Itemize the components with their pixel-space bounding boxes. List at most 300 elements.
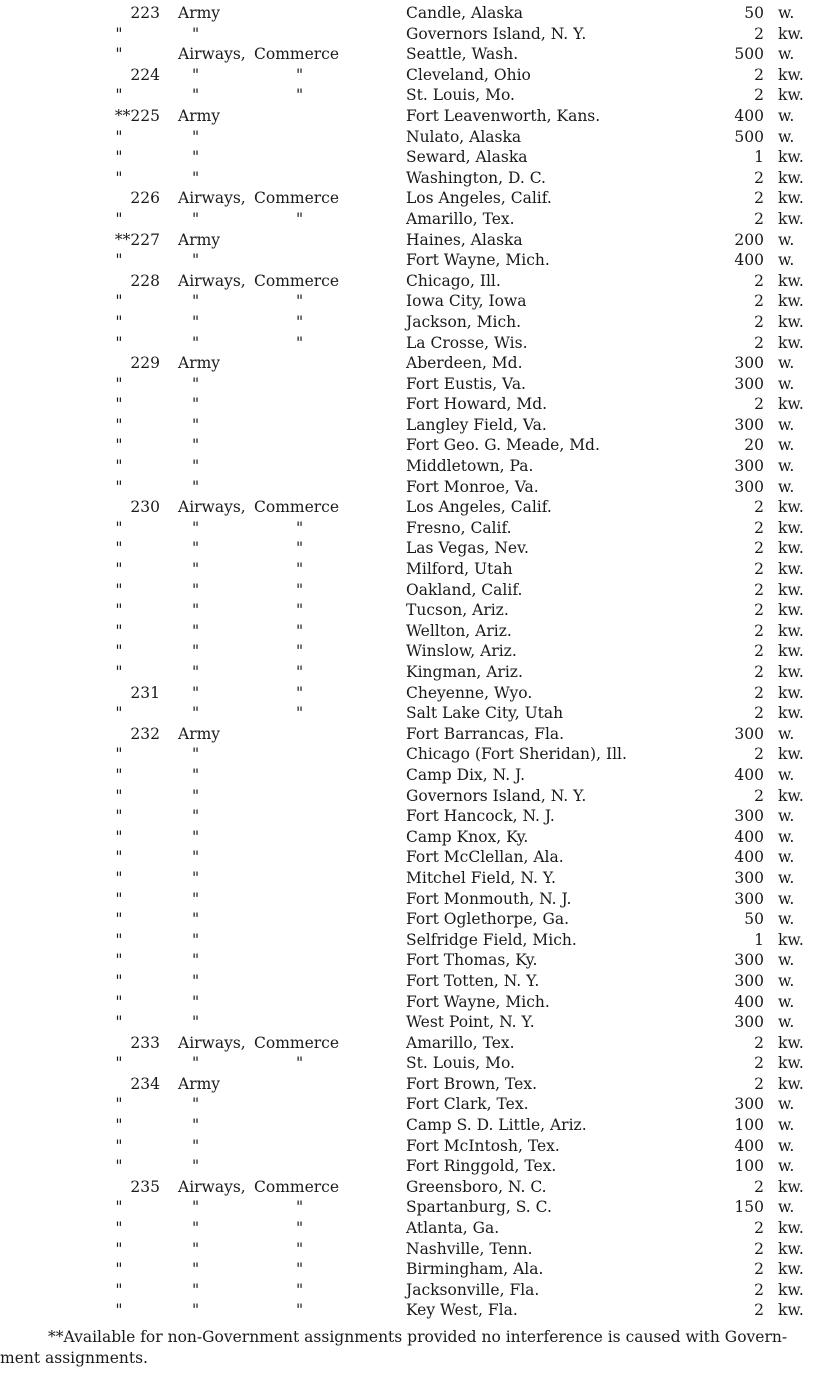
frequency-cell: "	[115, 1260, 123, 1279]
table-row	[0, 950, 837, 971]
power-cell: 2	[754, 621, 764, 640]
service-subcell: "	[296, 560, 304, 579]
table-row	[0, 106, 837, 127]
service-cell: "	[192, 148, 200, 167]
power-cell: 300	[734, 415, 764, 434]
service-cell: "	[192, 209, 200, 228]
location-cell: Candle, Alaska	[406, 4, 523, 22]
service-subcell: "	[296, 1280, 304, 1299]
power-unit-cell: kw.	[778, 621, 804, 640]
location-cell: Fort Howard, Md.	[406, 395, 548, 414]
table-row	[0, 374, 837, 395]
service-cell: Airways,	[178, 271, 246, 290]
power-unit-cell: kw.	[778, 1177, 804, 1196]
frequency-cell: 234	[130, 1074, 160, 1093]
location-cell: Atlanta, Ga.	[406, 1219, 500, 1238]
frequency-cell: "	[115, 560, 123, 579]
service-cell: "	[192, 621, 200, 640]
power-cell: 300	[734, 1013, 764, 1032]
service-cell: "	[192, 765, 200, 784]
power-cell: 400	[734, 1136, 764, 1155]
service-cell: "	[192, 642, 200, 661]
power-cell: 2	[754, 1301, 764, 1320]
location-cell: Fort Hancock, N. J.	[406, 807, 555, 826]
power-unit-cell: w.	[778, 415, 795, 434]
service-cell: "	[192, 415, 200, 434]
power-unit-cell: w.	[778, 4, 795, 22]
power-unit-cell: w.	[778, 1136, 795, 1155]
table-row	[0, 230, 837, 251]
table-row	[0, 291, 837, 312]
table-row	[0, 518, 837, 539]
table-row	[0, 703, 837, 724]
frequency-table	[0, 3, 837, 1321]
service-cell: "	[192, 539, 200, 558]
service-cell: "	[192, 745, 200, 764]
location-cell: Iowa City, Iowa	[406, 292, 527, 311]
frequency-cell: "	[115, 1136, 123, 1155]
frequency-cell: "	[115, 1013, 123, 1032]
service-cell: "	[192, 374, 200, 393]
table-row	[0, 1280, 837, 1301]
service-cell: "	[192, 1301, 200, 1320]
frequency-cell: **225	[114, 106, 160, 125]
power-unit-cell: kw.	[778, 148, 804, 167]
power-unit-cell: kw.	[778, 1054, 804, 1073]
service-cell: "	[192, 560, 200, 579]
power-unit-cell: kw.	[778, 786, 804, 805]
power-cell: 300	[734, 457, 764, 476]
power-cell: 300	[734, 1095, 764, 1114]
location-cell: Los Angeles, Calif.	[406, 498, 552, 517]
power-cell: 300	[734, 971, 764, 990]
table-row	[0, 1094, 837, 1115]
frequency-cell: "	[115, 415, 123, 434]
frequency-cell: 235	[130, 1177, 160, 1196]
frequency-cell: "	[115, 704, 123, 723]
power-cell: 300	[734, 807, 764, 826]
frequency-cell: "	[115, 1280, 123, 1299]
frequency-cell: "	[115, 539, 123, 558]
footnote-line-2: ment assignments.	[0, 1349, 148, 1367]
power-cell: 400	[734, 992, 764, 1011]
location-cell: Chicago, Ill.	[406, 271, 501, 290]
frequency-cell: 233	[130, 1033, 160, 1052]
service-subcell: "	[296, 621, 304, 640]
frequency-cell: **227	[114, 230, 160, 249]
frequency-cell: 230	[130, 498, 160, 517]
service-cell: Airways,	[178, 1177, 246, 1196]
table-row	[0, 765, 837, 786]
frequency-cell: 231	[130, 683, 160, 702]
power-unit-cell: w.	[778, 1157, 795, 1176]
power-unit-cell: kw.	[778, 395, 804, 414]
location-cell: Jacksonville, Fla.	[406, 1280, 540, 1299]
service-cell: "	[192, 1157, 200, 1176]
location-cell: Fort Clark, Tex.	[406, 1095, 529, 1114]
power-unit-cell: kw.	[778, 498, 804, 517]
power-unit-cell: kw.	[778, 86, 804, 105]
service-cell: "	[192, 251, 200, 270]
frequency-cell: "	[115, 601, 123, 620]
location-cell: Fort Thomas, Ky.	[406, 951, 538, 970]
location-cell: Amarillo, Tex.	[406, 1033, 515, 1052]
location-cell: Amarillo, Tex.	[406, 209, 515, 228]
power-cell: 2	[754, 1280, 764, 1299]
power-unit-cell: kw.	[778, 704, 804, 723]
location-cell: Key West, Fla.	[406, 1301, 518, 1320]
service-cell: "	[192, 951, 200, 970]
table-row	[0, 580, 837, 601]
service-cell: "	[192, 580, 200, 599]
table-row	[0, 312, 837, 333]
power-unit-cell: kw.	[778, 271, 804, 290]
frequency-cell: "	[115, 148, 123, 167]
location-cell: Nulato, Alaska	[406, 127, 522, 146]
power-cell: 2	[754, 271, 764, 290]
service-cell: "	[192, 868, 200, 887]
table-row	[0, 1156, 837, 1177]
service-cell: Airways,	[178, 1033, 246, 1052]
power-unit-cell: w.	[778, 868, 795, 887]
service-subcell: Commerce	[254, 45, 340, 64]
location-cell: Camp Dix, N. J.	[406, 765, 525, 784]
service-subcell: "	[296, 292, 304, 311]
table-row	[0, 1239, 837, 1260]
table-row	[0, 683, 837, 704]
power-unit-cell: w.	[778, 1198, 795, 1217]
location-cell: Fort Oglethorpe, Ga.	[406, 910, 570, 929]
power-cell: 300	[734, 354, 764, 373]
location-cell: Fort Wayne, Mich.	[406, 992, 550, 1011]
power-unit-cell: kw.	[778, 930, 804, 949]
service-cell: "	[192, 65, 200, 84]
table-row	[0, 909, 837, 930]
power-unit-cell: kw.	[778, 1239, 804, 1258]
table-row	[0, 3, 837, 24]
location-cell: Mitchel Field, N. Y.	[406, 868, 556, 887]
service-cell: "	[192, 127, 200, 146]
power-cell: 400	[734, 251, 764, 270]
service-subcell: "	[296, 683, 304, 702]
power-cell: 2	[754, 1033, 764, 1052]
power-unit-cell: w.	[778, 106, 795, 125]
service-cell: "	[192, 1095, 200, 1114]
table-row	[0, 621, 837, 642]
table-row	[0, 1074, 837, 1095]
power-cell: 2	[754, 518, 764, 537]
power-unit-cell: w.	[778, 45, 795, 64]
location-cell: Selfridge Field, Mich.	[406, 930, 577, 949]
power-cell: 2	[754, 209, 764, 228]
power-cell: 300	[734, 951, 764, 970]
power-cell: 200	[734, 230, 764, 249]
frequency-cell: "	[115, 807, 123, 826]
table-row	[0, 868, 837, 889]
frequency-cell: "	[115, 848, 123, 867]
location-cell: Kingman, Ariz.	[406, 663, 523, 681]
table-row	[0, 24, 837, 45]
frequency-cell: "	[115, 827, 123, 846]
location-cell: Wellton, Ariz.	[406, 621, 512, 640]
frequency-cell: "	[115, 951, 123, 970]
location-cell: Fort Eustis, Va.	[406, 374, 526, 393]
table-row	[0, 168, 837, 189]
location-cell: Governors Island, N. Y.	[406, 24, 587, 43]
power-unit-cell: w.	[778, 724, 795, 743]
power-cell: 300	[734, 724, 764, 743]
service-subcell: "	[296, 663, 304, 681]
frequency-cell: "	[115, 477, 123, 496]
power-unit-cell: kw.	[778, 189, 804, 208]
power-unit-cell: w.	[778, 1013, 795, 1032]
power-unit-cell: kw.	[778, 745, 804, 764]
location-cell: Jackson, Mich.	[406, 312, 522, 331]
table-row	[0, 744, 837, 765]
frequency-cell: "	[115, 1116, 123, 1135]
location-cell: Fort Leavenworth, Kans.	[406, 106, 601, 125]
service-cell: "	[192, 1239, 200, 1258]
table-row	[0, 1259, 837, 1280]
table-row	[0, 538, 837, 559]
location-cell: Los Angeles, Calif.	[406, 189, 552, 208]
power-unit-cell: w.	[778, 230, 795, 249]
service-cell: Army	[178, 4, 221, 22]
power-unit-cell: w.	[778, 827, 795, 846]
frequency-cell: 223	[130, 4, 160, 22]
power-cell: 2	[754, 539, 764, 558]
location-cell: Winslow, Ariz.	[406, 642, 517, 661]
power-cell: 2	[754, 1219, 764, 1238]
table-row	[0, 85, 837, 106]
power-cell: 400	[734, 827, 764, 846]
frequency-cell: "	[115, 1095, 123, 1114]
frequency-cell: "	[115, 436, 123, 455]
power-unit-cell: kw.	[778, 1074, 804, 1093]
frequency-cell: "	[115, 209, 123, 228]
table-row	[0, 806, 837, 827]
power-cell: 2	[754, 704, 764, 723]
power-unit-cell: w.	[778, 910, 795, 929]
table-row	[0, 600, 837, 621]
power-unit-cell: w.	[778, 889, 795, 908]
frequency-cell: "	[115, 457, 123, 476]
power-cell: 50	[744, 910, 764, 929]
power-unit-cell: kw.	[778, 1219, 804, 1238]
frequency-cell: "	[115, 580, 123, 599]
service-cell: "	[192, 683, 200, 702]
power-unit-cell: w.	[778, 1095, 795, 1114]
power-unit-cell: kw.	[778, 1301, 804, 1320]
frequency-cell: "	[115, 1219, 123, 1238]
service-subcell: "	[296, 86, 304, 105]
power-cell: 1	[754, 148, 764, 167]
table-row	[0, 847, 837, 868]
location-cell: Washington, D. C.	[406, 168, 546, 187]
table-row	[0, 559, 837, 580]
power-cell: 300	[734, 374, 764, 393]
power-cell: 2	[754, 683, 764, 702]
table-row	[0, 1115, 837, 1136]
power-cell: 2	[754, 1054, 764, 1073]
power-unit-cell: w.	[778, 951, 795, 970]
location-cell: Middletown, Pa.	[406, 457, 534, 476]
service-cell: "	[192, 1198, 200, 1217]
table-row	[0, 456, 837, 477]
service-subcell: "	[296, 1239, 304, 1258]
power-unit-cell: w.	[778, 127, 795, 146]
service-cell: "	[192, 827, 200, 846]
location-cell: Fort Monmouth, N. J.	[406, 889, 572, 908]
frequency-cell: "	[115, 1157, 123, 1176]
power-cell: 2	[754, 663, 764, 681]
table-row	[0, 889, 837, 910]
power-unit-cell: kw.	[778, 518, 804, 537]
frequency-cell: 229	[130, 354, 160, 373]
frequency-cell: "	[115, 889, 123, 908]
table-row	[0, 786, 837, 807]
footnote	[0, 1327, 820, 1369]
power-cell: 150	[734, 1198, 764, 1217]
service-subcell: "	[296, 642, 304, 661]
power-unit-cell: w.	[778, 992, 795, 1011]
service-subcell: "	[296, 312, 304, 331]
service-cell: "	[192, 395, 200, 414]
table-row	[0, 662, 837, 683]
location-cell: Fort Wayne, Mich.	[406, 251, 550, 270]
service-cell: "	[192, 1136, 200, 1155]
service-cell: "	[192, 1013, 200, 1032]
power-cell: 2	[754, 601, 764, 620]
service-subcell: "	[296, 518, 304, 537]
power-unit-cell: w.	[778, 354, 795, 373]
frequency-cell: "	[115, 868, 123, 887]
table-row	[0, 971, 837, 992]
power-unit-cell: w.	[778, 374, 795, 393]
table-row	[0, 353, 837, 374]
power-cell: 2	[754, 580, 764, 599]
location-cell: Birmingham, Ala.	[406, 1260, 544, 1279]
power-unit-cell: w.	[778, 765, 795, 784]
power-cell: 500	[734, 127, 764, 146]
location-cell: Fort Brown, Tex.	[406, 1074, 538, 1093]
power-cell: 50	[744, 4, 764, 22]
frequency-cell: "	[115, 127, 123, 146]
power-unit-cell: kw.	[778, 539, 804, 558]
frequency-cell: "	[115, 168, 123, 187]
frequency-cell: "	[115, 518, 123, 537]
power-unit-cell: kw.	[778, 1280, 804, 1299]
frequency-cell: "	[115, 292, 123, 311]
service-subcell: "	[296, 1054, 304, 1073]
service-subcell: Commerce	[254, 271, 340, 290]
service-subcell: "	[296, 580, 304, 599]
frequency-cell: "	[115, 745, 123, 764]
power-cell: 2	[754, 65, 764, 84]
service-subcell: "	[296, 601, 304, 620]
power-cell: 300	[734, 477, 764, 496]
service-subcell: Commerce	[254, 498, 340, 517]
service-cell: "	[192, 704, 200, 723]
service-cell: "	[192, 663, 200, 681]
table-row	[0, 271, 837, 292]
frequency-cell: "	[115, 992, 123, 1011]
power-unit-cell: w.	[778, 477, 795, 496]
power-cell: 2	[754, 786, 764, 805]
power-cell: 2	[754, 1260, 764, 1279]
table-row	[0, 930, 837, 951]
power-unit-cell: w.	[778, 807, 795, 826]
service-cell: "	[192, 601, 200, 620]
service-subcell: "	[296, 1198, 304, 1217]
service-subcell: "	[296, 704, 304, 723]
location-cell: Las Vegas, Nev.	[406, 539, 529, 558]
table-row	[0, 127, 837, 148]
service-cell: Army	[178, 106, 221, 125]
location-cell: Oakland, Calif.	[406, 580, 523, 599]
power-unit-cell: kw.	[778, 333, 804, 352]
frequency-cell: 228	[130, 271, 160, 290]
location-cell: Salt Lake City, Utah	[406, 704, 564, 723]
service-cell: "	[192, 457, 200, 476]
power-cell: 2	[754, 189, 764, 208]
table-row	[0, 333, 837, 354]
location-cell: Camp Knox, Ky.	[406, 827, 529, 846]
location-cell: St. Louis, Mo.	[406, 1054, 515, 1073]
power-cell: 100	[734, 1116, 764, 1135]
location-cell: Nashville, Tenn.	[406, 1239, 533, 1258]
service-subcell: "	[296, 65, 304, 84]
location-cell: Greensboro, N. C.	[406, 1177, 547, 1196]
power-cell: 2	[754, 292, 764, 311]
service-cell: Airways,	[178, 189, 246, 208]
power-cell: 400	[734, 848, 764, 867]
location-cell: St. Louis, Mo.	[406, 86, 515, 105]
location-cell: Tucson, Ariz.	[406, 601, 509, 620]
power-cell: 2	[754, 333, 764, 352]
power-unit-cell: kw.	[778, 292, 804, 311]
frequency-cell: "	[115, 786, 123, 805]
power-cell: 400	[734, 765, 764, 784]
service-subcell: "	[296, 333, 304, 352]
power-cell: 2	[754, 642, 764, 661]
frequency-cell: "	[115, 45, 123, 64]
power-cell: 2	[754, 1239, 764, 1258]
table-row	[0, 1053, 837, 1074]
frequency-cell: "	[115, 374, 123, 393]
location-cell: Seward, Alaska	[406, 148, 528, 167]
frequency-cell: "	[115, 930, 123, 949]
power-cell: 2	[754, 1177, 764, 1196]
service-subcell: Commerce	[254, 1033, 340, 1052]
location-cell: Cheyenne, Wyo.	[406, 683, 533, 702]
location-cell: Aberdeen, Md.	[406, 354, 523, 373]
frequency-cell: "	[115, 621, 123, 640]
power-cell: 2	[754, 498, 764, 517]
power-unit-cell: kw.	[778, 24, 804, 43]
power-unit-cell: w.	[778, 848, 795, 867]
table-row	[0, 992, 837, 1013]
power-unit-cell: kw.	[778, 683, 804, 702]
location-cell: Fresno, Calif.	[406, 518, 512, 537]
table-row	[0, 1300, 837, 1321]
table-row	[0, 250, 837, 271]
power-cell: 1	[754, 930, 764, 949]
service-cell: "	[192, 1280, 200, 1299]
power-unit-cell: kw.	[778, 1260, 804, 1279]
table-row	[0, 827, 837, 848]
service-cell: "	[192, 848, 200, 867]
